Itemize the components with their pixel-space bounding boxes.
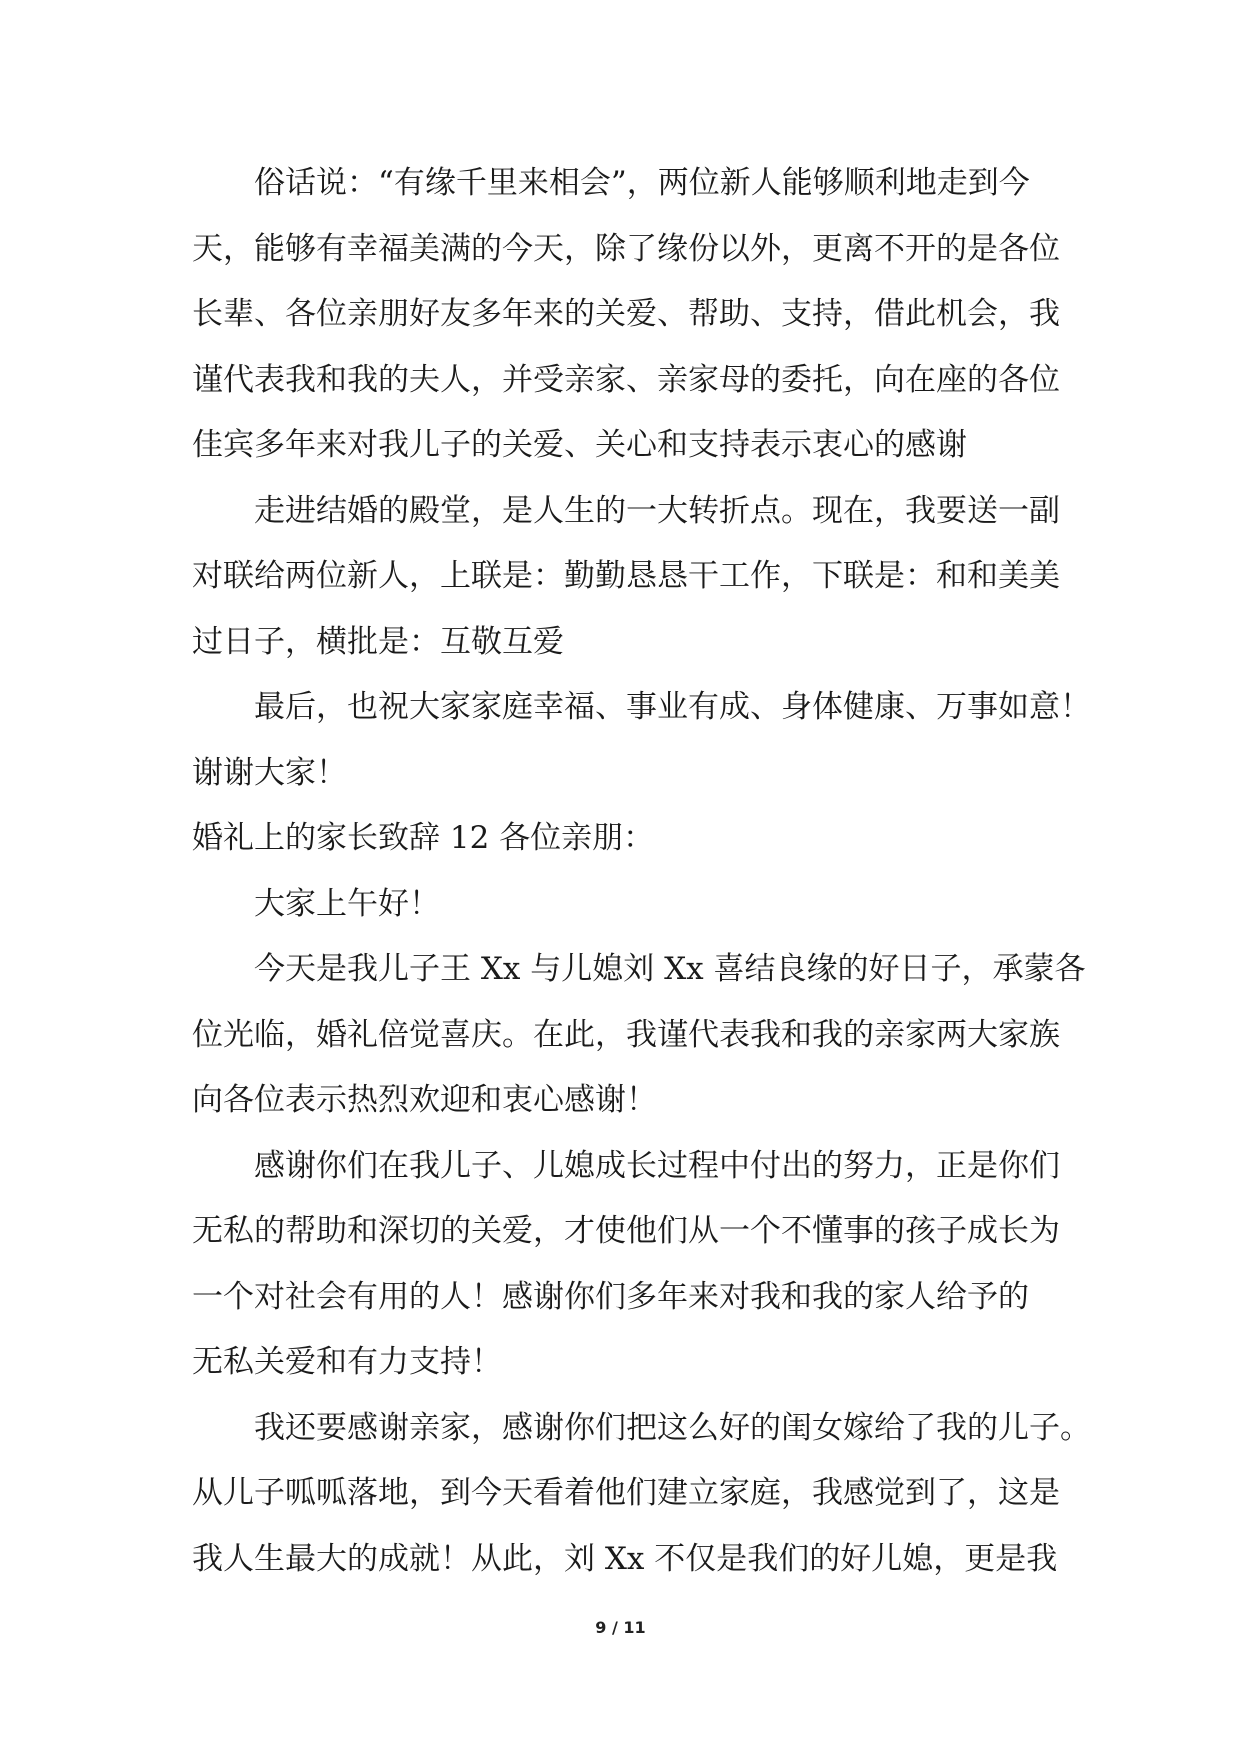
paragraph-thanks-in-laws <box>192 1396 1152 1593</box>
section-heading <box>192 806 1152 872</box>
text-line: 大家上午好！ <box>254 885 440 922</box>
text-line: 向各位表示热烈欢迎和衷心感谢！ <box>192 1082 657 1118</box>
text-line: 对联给两位新人，上联是：勤勤恳恳干工作，下联是：和和美美 <box>192 558 1060 594</box>
paragraph-greeting <box>192 872 1152 938</box>
text-line: 今天是我儿子王 Xx 与儿媳刘 Xx 喜结良缘的好日子，承蒙各 <box>254 951 1086 987</box>
text-line: 一个对社会有用的人！感谢你们多年来对我和我的家人给予的 <box>192 1278 1029 1315</box>
text-line: 谢谢大家！ <box>192 754 347 791</box>
text-line: 长辈、各位亲朋好友多年来的关爱、帮助、支持，借此机会，我 <box>192 296 1060 332</box>
text-line: 走进结婚的殿堂，是人生的一大转折点。现在，我要送一副 <box>254 492 1060 529</box>
section-title: 婚礼上的家长致辞 12 各位亲朋： <box>192 820 655 856</box>
text-line: 天，能够有幸福美满的今天，除了缘份以外，更离不开的是各位 <box>192 230 1060 267</box>
paragraph-gratitude <box>192 1134 1152 1396</box>
text-line: 谨代表我和我的夫人，并受亲家、亲家母的委托，向在座的各位 <box>192 361 1060 398</box>
paragraph-welcome <box>192 937 1152 1134</box>
text-line: 感谢你们在我儿子、儿媳成长过程中付出的努力，正是你们 <box>254 1147 1060 1184</box>
text-line: 无私关爱和有力支持！ <box>192 1344 502 1380</box>
text-line: 过日子，横批是：互敬互爱 <box>192 623 564 660</box>
text-line: 无私的帮助和深切的关爱，才使他们从一个不懂事的孩子成长为 <box>192 1213 1060 1249</box>
text-line: 位光临，婚礼倍觉喜庆。在此，我谨代表我和我的亲家两大家族 <box>192 1016 1060 1053</box>
paragraph-closing-wishes <box>192 675 1152 806</box>
text-line: 我还要感谢亲家，感谢你们把这么好的闺女嫁给了我的儿子。 <box>254 1409 1091 1446</box>
paragraph-couplet <box>192 479 1152 676</box>
text-line: 我人生最大的成就！从此，刘 Xx 不仅是我们的好儿媳，更是我 <box>192 1540 1058 1577</box>
text-line: 佳宾多年来对我儿子的关爱、关心和支持表示衷心的感谢 <box>192 427 967 463</box>
text-line: 从儿子呱呱落地，到今天看着他们建立家庭，我感觉到了，这是 <box>192 1475 1060 1511</box>
document-body <box>192 151 1152 1592</box>
text-line: 最后，也祝大家家庭幸福、事业有成、身体健康、万事如意！ <box>254 689 1091 725</box>
page-number: 9 / 11 <box>595 1618 646 1637</box>
text-line: 俗话说：“有缘千里来相会”，两位新人能够顺利地走到今 <box>254 165 1030 201</box>
paragraph-thanks-guests <box>192 151 1152 479</box>
